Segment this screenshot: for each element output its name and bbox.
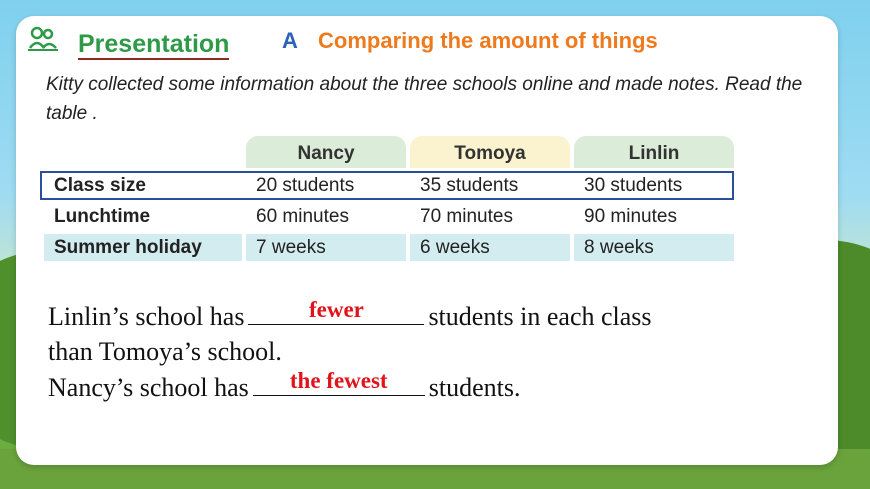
people-icon [28, 26, 58, 52]
row-label-summer-holiday: Summer holiday [44, 234, 242, 261]
table-cell: 6 weeks [410, 234, 570, 261]
table-cell: 7 weeks [246, 234, 406, 261]
row-label-class-size: Class size [44, 172, 242, 199]
section-title: Comparing the amount of things [318, 28, 658, 53]
answer-2: the fewest [289, 368, 388, 393]
slide-card [16, 16, 838, 465]
sentence-2 [48, 369, 828, 405]
table-cell: 60 minutes [246, 203, 406, 230]
answer-1: fewer [308, 297, 364, 322]
section-heading [282, 26, 658, 56]
schools-table [44, 136, 806, 276]
sentence-1-end: students in each class [428, 302, 652, 331]
table-cell: 30 students [574, 172, 734, 199]
presentation-title: Presentation [78, 30, 230, 58]
table-cell: 90 minutes [574, 203, 734, 230]
sentence-1-continued: than Tomoya’s school. [48, 337, 282, 366]
row-label-lunchtime: Lunchtime [44, 203, 242, 230]
sentence-1-start: Linlin’s school has [48, 302, 245, 331]
answer-blank-2 [253, 369, 425, 396]
column-header-nancy: Nancy [246, 136, 406, 168]
table-cell: 70 minutes [410, 203, 570, 230]
instruction-text: Kitty collected some information about the three schools online and made notes. Read the table . [46, 74, 803, 124]
table-cell: 8 weeks [574, 234, 734, 261]
table-corner [44, 136, 242, 168]
sentence-2-start: Nancy’s school has [48, 373, 249, 402]
table-grid [44, 136, 734, 261]
column-header-linlin: Linlin [574, 136, 734, 168]
answer-blank-1 [248, 298, 424, 325]
section-letter: A [282, 28, 298, 53]
sentence-2-end: students. [428, 373, 521, 402]
table-cell: 20 students [246, 172, 406, 199]
sentence-1 [48, 298, 828, 334]
column-header-tomoya: Tomoya [410, 136, 570, 168]
fill-in-sentences [48, 298, 828, 405]
table-cell: 35 students [410, 172, 570, 199]
